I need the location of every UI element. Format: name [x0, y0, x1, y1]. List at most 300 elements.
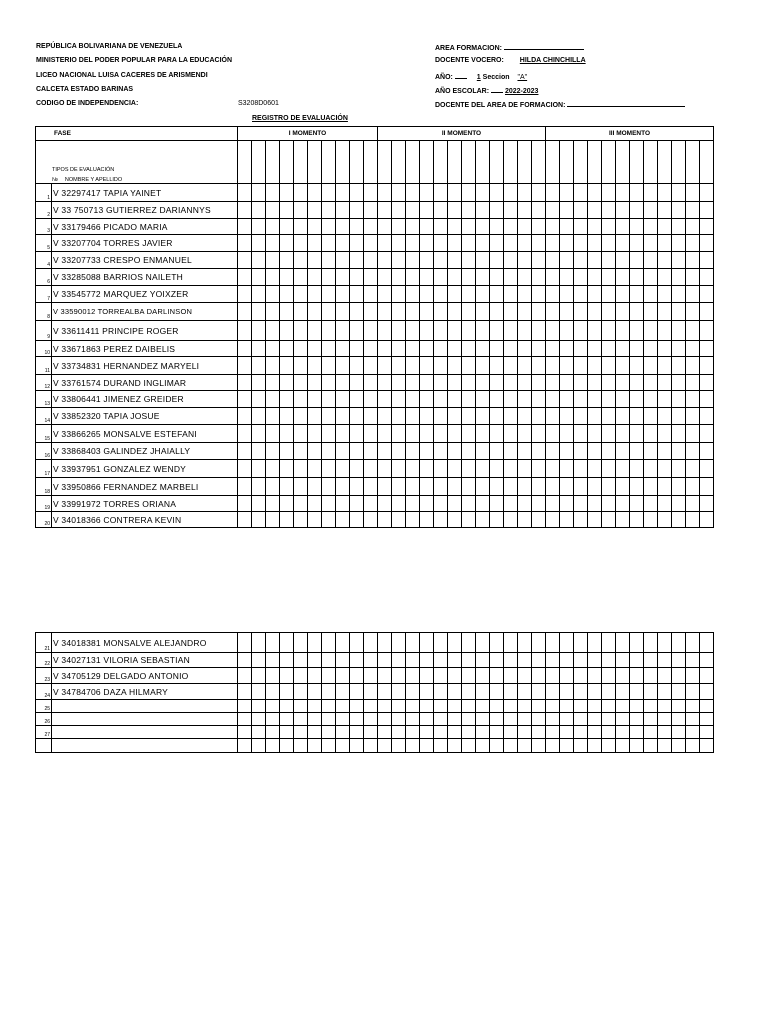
grade-cell[interactable] [420, 391, 434, 408]
grade-cell[interactable] [308, 341, 322, 357]
grade-cell[interactable] [602, 357, 616, 375]
grade-cell[interactable] [602, 460, 616, 478]
evaluation-type-cell[interactable] [560, 141, 574, 184]
grade-cell[interactable] [616, 460, 630, 478]
grade-cell[interactable] [630, 408, 644, 425]
grade-cell[interactable] [532, 700, 546, 713]
grade-cell[interactable] [280, 496, 294, 512]
grade-cell[interactable] [448, 713, 462, 726]
grade-cell[interactable] [630, 341, 644, 357]
grade-cell[interactable] [448, 408, 462, 425]
grade-cell[interactable] [700, 303, 714, 321]
grade-cell[interactable] [252, 460, 266, 478]
grade-cell[interactable] [252, 668, 266, 684]
grade-cell[interactable] [546, 700, 560, 713]
grade-cell[interactable] [392, 633, 406, 653]
grade-cell[interactable] [686, 668, 700, 684]
grade-cell[interactable] [588, 391, 602, 408]
grade-cell[interactable] [588, 512, 602, 528]
grade-cell[interactable] [532, 460, 546, 478]
grade-cell[interactable] [350, 286, 364, 303]
grade-cell[interactable] [364, 286, 378, 303]
grade-cell[interactable] [700, 496, 714, 512]
grade-cell[interactable] [350, 375, 364, 391]
grade-cell[interactable] [434, 202, 448, 219]
grade-cell[interactable] [336, 341, 350, 357]
grade-cell[interactable] [532, 252, 546, 269]
grade-cell[interactable] [574, 653, 588, 668]
grade-cell[interactable] [462, 235, 476, 252]
grade-cell[interactable] [672, 252, 686, 269]
evaluation-type-cell[interactable] [630, 141, 644, 184]
grade-cell[interactable] [350, 252, 364, 269]
grade-cell[interactable] [574, 684, 588, 700]
grade-cell[interactable] [266, 357, 280, 375]
grade-cell[interactable] [434, 252, 448, 269]
grade-cell[interactable] [518, 633, 532, 653]
grade-cell[interactable] [644, 357, 658, 375]
grade-cell[interactable] [644, 219, 658, 235]
grade-cell[interactable] [266, 235, 280, 252]
grade-cell[interactable] [476, 219, 490, 235]
grade-cell[interactable] [546, 219, 560, 235]
evaluation-type-cell[interactable] [658, 141, 672, 184]
grade-cell[interactable] [490, 286, 504, 303]
grade-cell[interactable] [364, 269, 378, 286]
grade-cell[interactable] [434, 700, 448, 713]
grade-cell[interactable] [252, 357, 266, 375]
grade-cell[interactable] [616, 341, 630, 357]
grade-cell[interactable] [434, 739, 448, 753]
grade-cell[interactable] [532, 391, 546, 408]
grade-cell[interactable] [252, 303, 266, 321]
grade-cell[interactable] [588, 375, 602, 391]
grade-cell[interactable] [266, 184, 280, 202]
grade-cell[interactable] [686, 303, 700, 321]
grade-cell[interactable] [700, 668, 714, 684]
grade-cell[interactable] [616, 739, 630, 753]
grade-cell[interactable] [406, 460, 420, 478]
grade-cell[interactable] [658, 408, 672, 425]
grade-cell[interactable] [686, 633, 700, 653]
grade-cell[interactable] [462, 202, 476, 219]
grade-cell[interactable] [672, 408, 686, 425]
grade-cell[interactable] [518, 321, 532, 341]
grade-cell[interactable] [630, 425, 644, 443]
grade-cell[interactable] [560, 408, 574, 425]
grade-cell[interactable] [518, 286, 532, 303]
grade-cell[interactable] [476, 286, 490, 303]
grade-cell[interactable] [644, 726, 658, 739]
grade-cell[interactable] [350, 391, 364, 408]
grade-cell[interactable] [350, 235, 364, 252]
grade-cell[interactable] [644, 425, 658, 443]
grade-cell[interactable] [364, 443, 378, 460]
grade-cell[interactable] [574, 668, 588, 684]
grade-cell[interactable] [266, 653, 280, 668]
grade-cell[interactable] [364, 726, 378, 739]
grade-cell[interactable] [266, 391, 280, 408]
grade-cell[interactable] [518, 269, 532, 286]
grade-cell[interactable] [350, 425, 364, 443]
grade-cell[interactable] [504, 321, 518, 341]
grade-cell[interactable] [588, 202, 602, 219]
grade-cell[interactable] [350, 739, 364, 753]
grade-cell[interactable] [462, 408, 476, 425]
grade-cell[interactable] [588, 252, 602, 269]
grade-cell[interactable] [518, 653, 532, 668]
grade-cell[interactable] [672, 726, 686, 739]
grade-cell[interactable] [280, 713, 294, 726]
grade-cell[interactable] [588, 286, 602, 303]
grade-cell[interactable] [434, 726, 448, 739]
grade-cell[interactable] [266, 668, 280, 684]
grade-cell[interactable] [532, 269, 546, 286]
grade-cell[interactable] [406, 391, 420, 408]
grade-cell[interactable] [378, 252, 392, 269]
grade-cell[interactable] [378, 391, 392, 408]
grade-cell[interactable] [490, 357, 504, 375]
grade-cell[interactable] [658, 391, 672, 408]
grade-cell[interactable] [644, 700, 658, 713]
grade-cell[interactable] [252, 633, 266, 653]
grade-cell[interactable] [294, 700, 308, 713]
grade-cell[interactable] [252, 184, 266, 202]
grade-cell[interactable] [238, 219, 252, 235]
grade-cell[interactable] [560, 391, 574, 408]
evaluation-type-cell[interactable] [546, 141, 560, 184]
grade-cell[interactable] [350, 219, 364, 235]
grade-cell[interactable] [490, 269, 504, 286]
grade-cell[interactable] [490, 321, 504, 341]
grade-cell[interactable] [560, 460, 574, 478]
grade-cell[interactable] [658, 512, 672, 528]
grade-cell[interactable] [616, 425, 630, 443]
grade-cell[interactable] [476, 341, 490, 357]
grade-cell[interactable] [308, 633, 322, 653]
grade-cell[interactable] [504, 303, 518, 321]
grade-cell[interactable] [574, 375, 588, 391]
grade-cell[interactable] [658, 726, 672, 739]
grade-cell[interactable] [476, 303, 490, 321]
grade-cell[interactable] [392, 235, 406, 252]
grade-cell[interactable] [476, 739, 490, 753]
grade-cell[interactable] [700, 713, 714, 726]
grade-cell[interactable] [406, 512, 420, 528]
grade-cell[interactable] [378, 633, 392, 653]
grade-cell[interactable] [406, 408, 420, 425]
grade-cell[interactable] [336, 739, 350, 753]
grade-cell[interactable] [322, 219, 336, 235]
grade-cell[interactable] [252, 443, 266, 460]
grade-cell[interactable] [406, 184, 420, 202]
grade-cell[interactable] [322, 713, 336, 726]
grade-cell[interactable] [532, 653, 546, 668]
grade-cell[interactable] [574, 478, 588, 496]
grade-cell[interactable] [574, 443, 588, 460]
grade-cell[interactable] [588, 341, 602, 357]
grade-cell[interactable] [658, 375, 672, 391]
grade-cell[interactable] [406, 739, 420, 753]
grade-cell[interactable] [364, 460, 378, 478]
grade-cell[interactable] [616, 713, 630, 726]
grade-cell[interactable] [392, 408, 406, 425]
grade-cell[interactable] [616, 478, 630, 496]
grade-cell[interactable] [616, 269, 630, 286]
grade-cell[interactable] [392, 391, 406, 408]
grade-cell[interactable] [336, 512, 350, 528]
grade-cell[interactable] [588, 713, 602, 726]
grade-cell[interactable] [252, 512, 266, 528]
grade-cell[interactable] [574, 341, 588, 357]
grade-cell[interactable] [504, 684, 518, 700]
grade-cell[interactable] [686, 443, 700, 460]
grade-cell[interactable] [308, 219, 322, 235]
grade-cell[interactable] [686, 653, 700, 668]
grade-cell[interactable] [462, 303, 476, 321]
grade-cell[interactable] [574, 713, 588, 726]
grade-cell[interactable] [602, 425, 616, 443]
grade-cell[interactable] [560, 341, 574, 357]
grade-cell[interactable] [700, 739, 714, 753]
evaluation-type-cell[interactable] [644, 141, 658, 184]
grade-cell[interactable] [350, 460, 364, 478]
grade-cell[interactable] [322, 202, 336, 219]
grade-cell[interactable] [700, 425, 714, 443]
grade-cell[interactable] [308, 739, 322, 753]
grade-cell[interactable] [518, 512, 532, 528]
grade-cell[interactable] [406, 375, 420, 391]
grade-cell[interactable] [462, 425, 476, 443]
grade-cell[interactable] [336, 633, 350, 653]
grade-cell[interactable] [490, 713, 504, 726]
grade-cell[interactable] [574, 726, 588, 739]
grade-cell[interactable] [672, 425, 686, 443]
grade-cell[interactable] [658, 668, 672, 684]
grade-cell[interactable] [532, 202, 546, 219]
grade-cell[interactable] [266, 408, 280, 425]
grade-cell[interactable] [294, 252, 308, 269]
grade-cell[interactable] [238, 653, 252, 668]
grade-cell[interactable] [378, 286, 392, 303]
grade-cell[interactable] [294, 460, 308, 478]
grade-cell[interactable] [630, 303, 644, 321]
grade-cell[interactable] [280, 286, 294, 303]
grade-cell[interactable] [588, 425, 602, 443]
grade-cell[interactable] [532, 303, 546, 321]
grade-cell[interactable] [308, 684, 322, 700]
grade-cell[interactable] [462, 684, 476, 700]
grade-cell[interactable] [532, 341, 546, 357]
grade-cell[interactable] [350, 341, 364, 357]
grade-cell[interactable] [378, 235, 392, 252]
grade-cell[interactable] [588, 684, 602, 700]
grade-cell[interactable] [672, 496, 686, 512]
grade-cell[interactable] [504, 286, 518, 303]
grade-cell[interactable] [504, 269, 518, 286]
grade-cell[interactable] [392, 341, 406, 357]
grade-cell[interactable] [406, 252, 420, 269]
grade-cell[interactable] [266, 219, 280, 235]
grade-cell[interactable] [602, 633, 616, 653]
grade-cell[interactable] [560, 375, 574, 391]
grade-cell[interactable] [588, 460, 602, 478]
grade-cell[interactable] [364, 496, 378, 512]
grade-cell[interactable] [434, 443, 448, 460]
grade-cell[interactable] [602, 713, 616, 726]
grade-cell[interactable] [448, 478, 462, 496]
grade-cell[interactable] [322, 269, 336, 286]
grade-cell[interactable] [518, 700, 532, 713]
grade-cell[interactable] [532, 219, 546, 235]
grade-cell[interactable] [560, 496, 574, 512]
grade-cell[interactable] [392, 202, 406, 219]
grade-cell[interactable] [308, 252, 322, 269]
grade-cell[interactable] [588, 235, 602, 252]
grade-cell[interactable] [378, 184, 392, 202]
grade-cell[interactable] [350, 184, 364, 202]
grade-cell[interactable] [686, 425, 700, 443]
grade-cell[interactable] [322, 375, 336, 391]
grade-cell[interactable] [644, 633, 658, 653]
grade-cell[interactable] [644, 303, 658, 321]
grade-cell[interactable] [448, 496, 462, 512]
grade-cell[interactable] [420, 184, 434, 202]
grade-cell[interactable] [462, 633, 476, 653]
grade-cell[interactable] [322, 700, 336, 713]
grade-cell[interactable] [700, 726, 714, 739]
grade-cell[interactable] [490, 478, 504, 496]
grade-cell[interactable] [560, 303, 574, 321]
grade-cell[interactable] [280, 739, 294, 753]
grade-cell[interactable] [350, 700, 364, 713]
grade-cell[interactable] [630, 184, 644, 202]
grade-cell[interactable] [280, 726, 294, 739]
grade-cell[interactable] [574, 739, 588, 753]
grade-cell[interactable] [294, 739, 308, 753]
grade-cell[interactable] [616, 653, 630, 668]
grade-cell[interactable] [546, 321, 560, 341]
grade-cell[interactable] [630, 668, 644, 684]
grade-cell[interactable] [322, 184, 336, 202]
grade-cell[interactable] [434, 375, 448, 391]
grade-cell[interactable] [308, 321, 322, 341]
grade-cell[interactable] [294, 653, 308, 668]
grade-cell[interactable] [504, 512, 518, 528]
grade-cell[interactable] [658, 357, 672, 375]
grade-cell[interactable] [392, 357, 406, 375]
grade-cell[interactable] [294, 443, 308, 460]
grade-cell[interactable] [336, 478, 350, 496]
grade-cell[interactable] [378, 478, 392, 496]
grade-cell[interactable] [434, 184, 448, 202]
grade-cell[interactable] [364, 684, 378, 700]
grade-cell[interactable] [336, 303, 350, 321]
grade-cell[interactable] [574, 184, 588, 202]
grade-cell[interactable] [462, 357, 476, 375]
grade-cell[interactable] [630, 739, 644, 753]
grade-cell[interactable] [420, 684, 434, 700]
grade-cell[interactable] [266, 443, 280, 460]
grade-cell[interactable] [644, 202, 658, 219]
grade-cell[interactable] [448, 286, 462, 303]
grade-cell[interactable] [308, 286, 322, 303]
grade-cell[interactable] [308, 269, 322, 286]
grade-cell[interactable] [448, 653, 462, 668]
grade-cell[interactable] [448, 726, 462, 739]
grade-cell[interactable] [560, 478, 574, 496]
grade-cell[interactable] [602, 184, 616, 202]
grade-cell[interactable] [658, 321, 672, 341]
grade-cell[interactable] [322, 303, 336, 321]
evaluation-type-cell[interactable] [392, 141, 406, 184]
grade-cell[interactable] [266, 286, 280, 303]
grade-cell[interactable] [462, 653, 476, 668]
grade-cell[interactable] [294, 684, 308, 700]
grade-cell[interactable] [238, 202, 252, 219]
grade-cell[interactable] [392, 739, 406, 753]
grade-cell[interactable] [420, 633, 434, 653]
grade-cell[interactable] [518, 478, 532, 496]
grade-cell[interactable] [336, 184, 350, 202]
grade-cell[interactable] [490, 219, 504, 235]
grade-cell[interactable] [644, 184, 658, 202]
grade-cell[interactable] [238, 341, 252, 357]
grade-cell[interactable] [462, 391, 476, 408]
grade-cell[interactable] [280, 391, 294, 408]
grade-cell[interactable] [308, 713, 322, 726]
grade-cell[interactable] [238, 633, 252, 653]
grade-cell[interactable] [532, 184, 546, 202]
grade-cell[interactable] [504, 713, 518, 726]
grade-cell[interactable] [462, 286, 476, 303]
grade-cell[interactable] [630, 357, 644, 375]
grade-cell[interactable] [504, 443, 518, 460]
grade-cell[interactable] [476, 700, 490, 713]
grade-cell[interactable] [280, 653, 294, 668]
grade-cell[interactable] [406, 303, 420, 321]
grade-cell[interactable] [280, 341, 294, 357]
grade-cell[interactable] [462, 219, 476, 235]
grade-cell[interactable] [574, 391, 588, 408]
grade-cell[interactable] [546, 684, 560, 700]
grade-cell[interactable] [280, 684, 294, 700]
grade-cell[interactable] [308, 460, 322, 478]
grade-cell[interactable] [336, 726, 350, 739]
grade-cell[interactable] [420, 202, 434, 219]
evaluation-type-cell[interactable] [476, 141, 490, 184]
grade-cell[interactable] [518, 357, 532, 375]
grade-cell[interactable] [462, 252, 476, 269]
grade-cell[interactable] [560, 202, 574, 219]
grade-cell[interactable] [350, 443, 364, 460]
grade-cell[interactable] [616, 443, 630, 460]
grade-cell[interactable] [602, 286, 616, 303]
grade-cell[interactable] [546, 512, 560, 528]
evaluation-type-cell[interactable] [364, 141, 378, 184]
grade-cell[interactable] [462, 496, 476, 512]
grade-cell[interactable] [420, 443, 434, 460]
grade-cell[interactable] [560, 726, 574, 739]
grade-cell[interactable] [294, 478, 308, 496]
grade-cell[interactable] [420, 496, 434, 512]
grade-cell[interactable] [364, 425, 378, 443]
grade-cell[interactable] [448, 684, 462, 700]
grade-cell[interactable] [490, 512, 504, 528]
grade-cell[interactable] [280, 700, 294, 713]
grade-cell[interactable] [616, 184, 630, 202]
grade-cell[interactable] [518, 219, 532, 235]
